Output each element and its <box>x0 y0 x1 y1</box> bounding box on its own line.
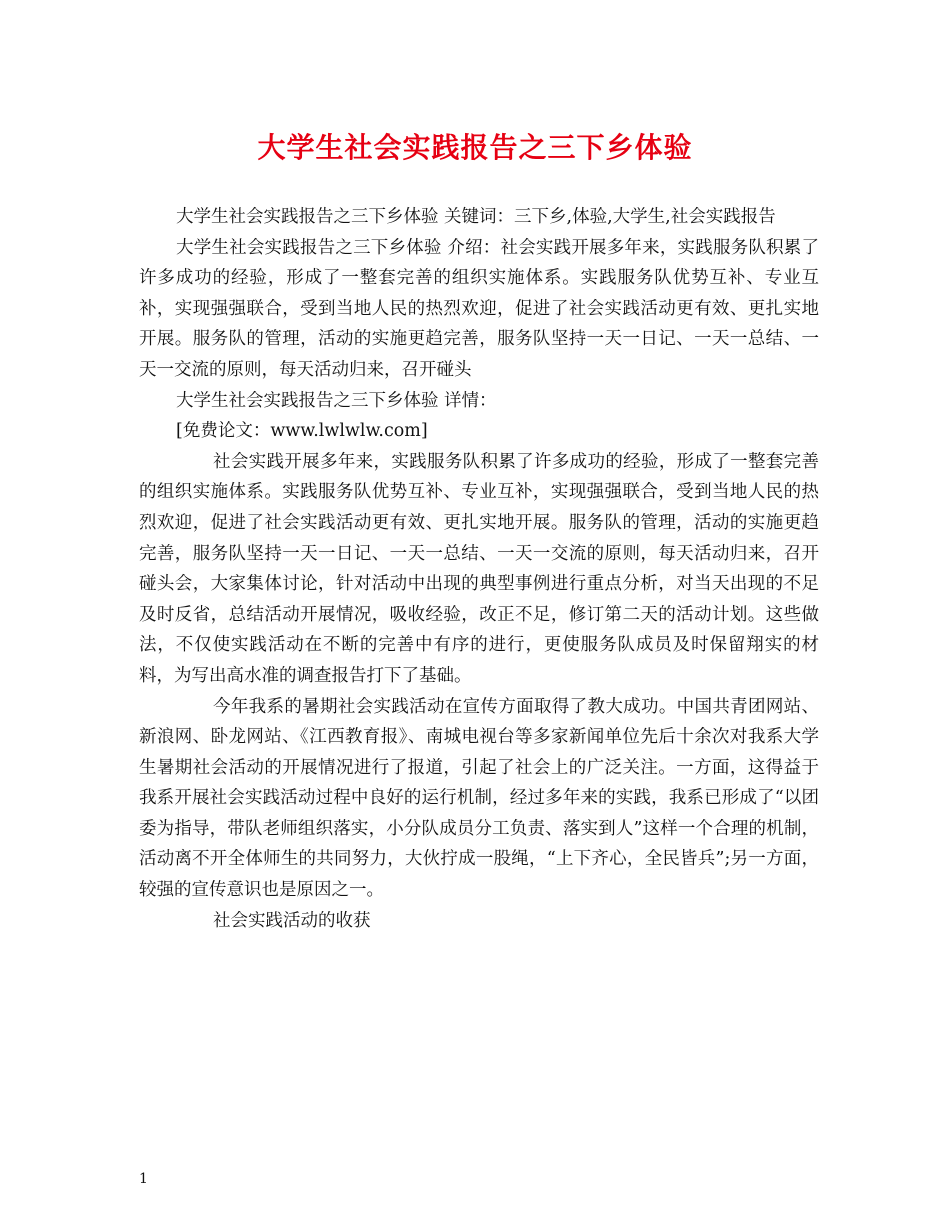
body-paragraph: 社会实践开展多年来，实践服务队积累了许多成功的经验，形成了一整套完善的组织实施体系。实践服务队优势互补、专业互补，实现强强联合，受到当地人民的热烈欢迎，促进了社会实践活动更有效、更扎实地开展。服务队的管理，活动的实施更趋完善，服务队坚持一天一日记、一天一总结、一天一交流的原则，每天活动归来，召开碰头会，大家集体讨论，针对活动中出现的典型事例进行重点分析，对当天出现的不足及时反省，总结活动开展情况，吸收经验，改正不足，修订第二天的活动计划。这些做法，不仅使实践活动在不断的完善中有序的进行，更使服务队成员及时保留翔实的材料，为写出高水准的调查报告打下了基础。 <box>139 451 819 686</box>
introduction-paragraph: 大学生社会实践报告之三下乡体验 介绍：社会实践开展多年来，实践服务队积累了许多成功的经验，形成了一整套完善的组织实施体系。实践服务队优势互补、专业互补，实现强强联合，受到当地人民的热烈欢迎，促进了社会实践活动更有效、更扎实地开展。服务队的管理，活动的实施更趋完善，服务队坚持一天一日记、一天一总结、一天一交流的原则，每天活动归来，召开碰头 <box>139 237 819 380</box>
page-number: 1 <box>139 1171 148 1187</box>
keywords-paragraph: 大学生社会实践报告之三下乡体验 关键词：三下乡,体验,大学生,社会实践报告 <box>176 207 776 227</box>
document-title: 大学生社会实践报告之三下乡体验 <box>257 131 693 164</box>
details-heading: 大学生社会实践报告之三下乡体验 详情： <box>176 390 497 411</box>
section-heading: 社会实践活动的收获 <box>213 910 371 931</box>
source-note: [免费论文：www.lwlwlw.com] <box>176 421 428 442</box>
document-body <box>139 202 819 936</box>
body-paragraph: 今年我系的暑期社会实践活动在宣传方面取得了教大成功。中国共青团网站、新浪网、卧龙网站、《江西教育报》、南城电视台等多家新闻单位先后十余次对我系大学生暑期社会活动的开展情况进行了报道，引起了社会上的广泛关注。一方面，这得益于我系开展社会实践活动过程中良好的运行机制，经过多年来的实践，我系已形成了“以团委为指导，带队老师组织落实，小分队成员分工负责、落实到人”这样一个合理的机制，活动离不开全体师生的共同努力，大伙拧成一股绳，“上下齐心，全民皆兵”;另一方面，较强的宣传意识也是原因之一。 <box>139 696 819 901</box>
